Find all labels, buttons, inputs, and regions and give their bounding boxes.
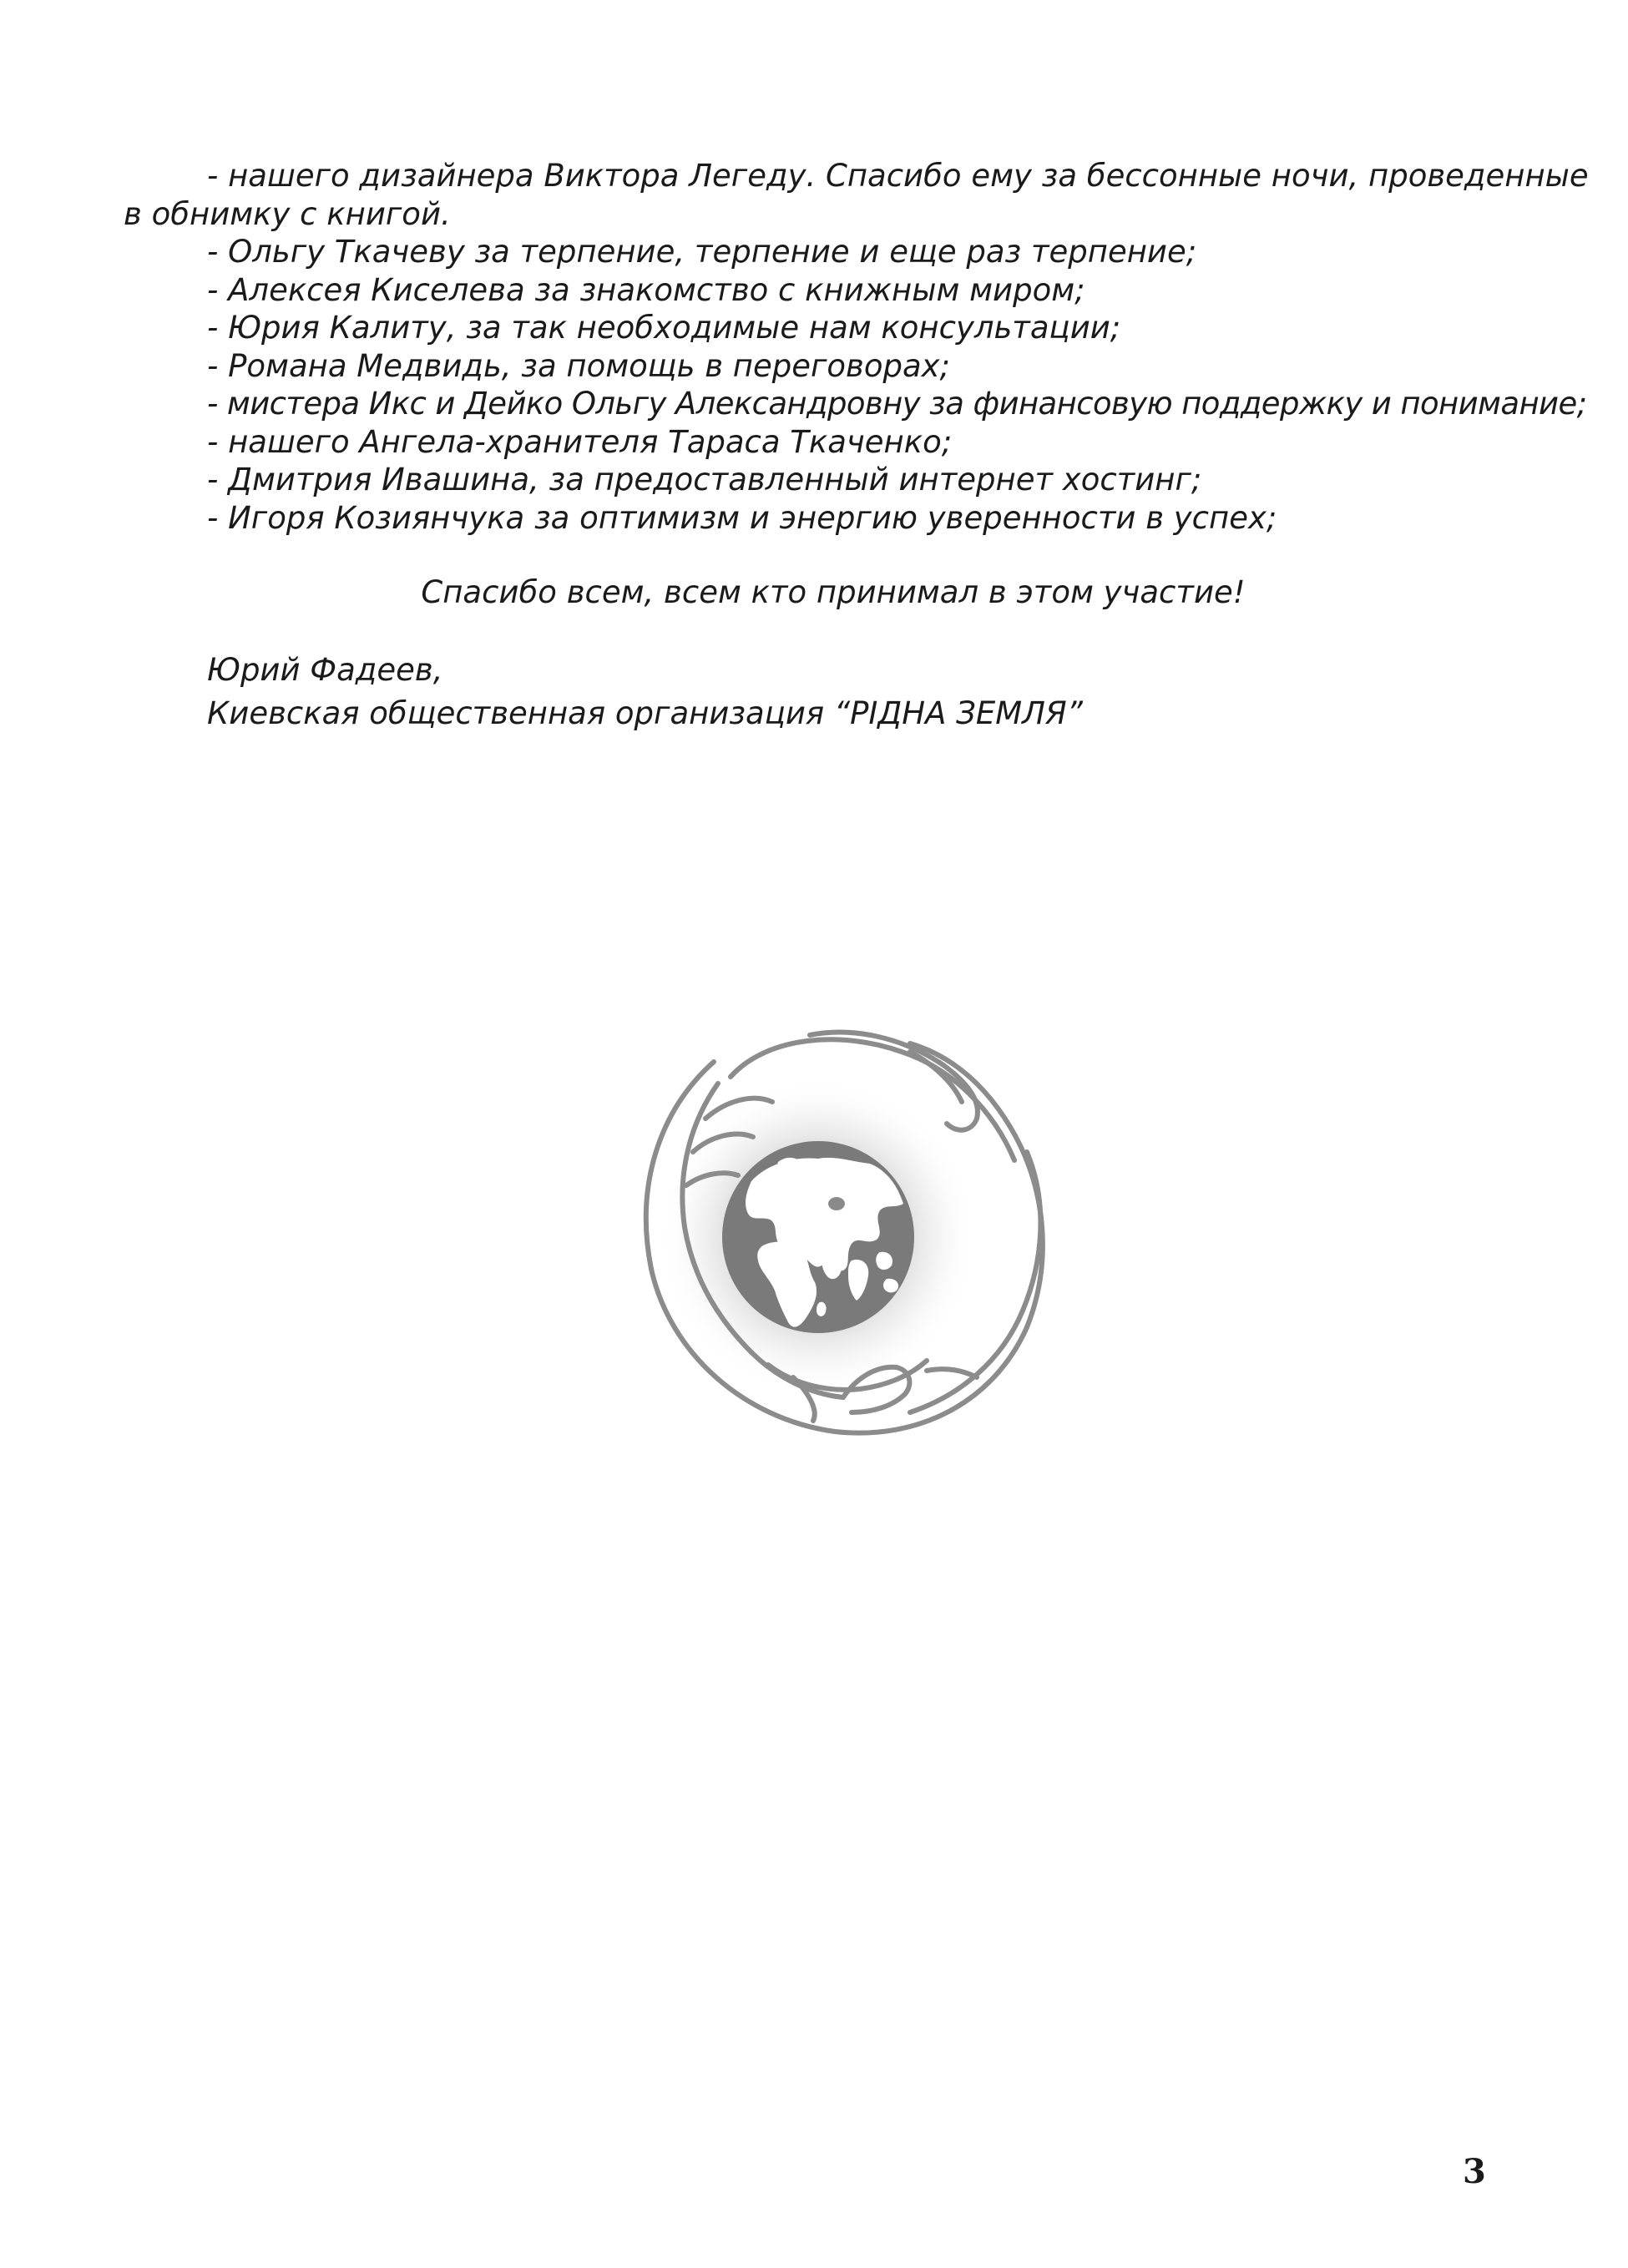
thanks-item: - Юрия Калиту, за так необходимые нам консультации; <box>207 310 1121 346</box>
thanks-item: - Ольгу Ткачеву за терпение, терпение и еще раз терпение; <box>207 234 1197 270</box>
thanks-item: - Игоря Козиянчука за оптимизм и энергию уверенности в успех; <box>207 499 1277 536</box>
thanks-item: - Алексея Киселева за знакомство с книжным миром; <box>207 271 1085 308</box>
thanks-item: - нашего Ангела-хранителя Тараса Ткаченко; <box>207 423 953 460</box>
globe-icon <box>722 1141 914 1333</box>
thanks-item: - Романа Медвидь, за помощь в переговорах; <box>207 347 951 384</box>
acknowledgements-text <box>124 157 1589 537</box>
hands-around-globe-icon <box>559 985 1077 1503</box>
signature-block <box>207 649 1083 735</box>
thanks-item: - мистера Икс и Дейко Ольгу Александровну за финансовую поддержку и понимание; <box>207 386 1587 422</box>
signature-name: Юрий Фадеев, <box>207 652 443 688</box>
thanks-item: - Дмитрия Ивашина, за предоставленный интернет хостинг; <box>207 462 1202 498</box>
closing-thanks: Спасибо всем, всем кто принимал в этом участие! <box>421 574 1246 610</box>
signature-organization: Киевская общественная организация “РІДНА ЗЕМЛЯ” <box>207 695 1083 731</box>
logo-graphic <box>559 985 1077 1503</box>
intro-line-1: - нашего дизайнера Виктора Легеду. Спасибо ему за бессонные ночи, проведенные <box>207 158 1589 194</box>
page-number: 3 <box>1463 2152 1486 2191</box>
intro-line-2: в обнимку с книгой. <box>124 195 451 232</box>
